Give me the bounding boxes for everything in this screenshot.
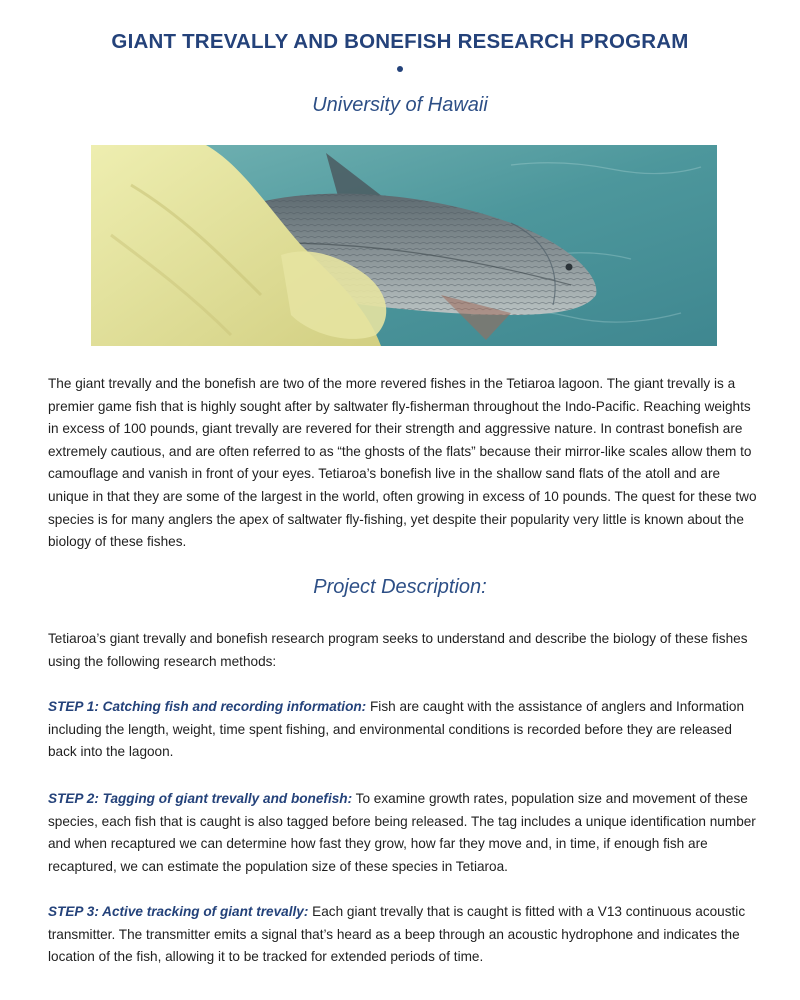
bonefish-photo-illustration [91,145,717,346]
step-1-text: Fish are caught with the assistance of anglers and Information including the length, weight, time spent fishing, and environmental conditions is recorded before they are released back into the lagoon. [48,699,745,760]
project-description-heading: Project Description: [313,576,487,598]
step-3-paragraph [48,901,760,969]
project-intro-paragraph: Tetiaroa’s giant trevally and bonefish research program seeks to understand and describe the biology of these fishes using the following research methods: [48,631,748,669]
title-separator-dot [397,66,403,72]
intro-paragraph: The giant trevally and the bonefish are two of the more revered fishes in the Tetiaroa lagoon. The giant trevally is a premier game fish that is highly sought after by saltwater fly-fisherman throughout the Indo-Pacific. Reaching weights in excess of 100 pounds, giant trevally are revered for their strength and aggressive nature. In contrast bonefish are extremely cautious, and are often referred to as “the ghosts of the flats” because their mirror-like scales allow them to camouflage and vanish in front of your eyes. Tetiaroa’s bonefish live in the shallow sand flats of the atoll and are unique in that they are some of the largest in the world, often growing in excess of 10 pounds. The quest for these two species is for many anglers the apex of saltwater fly-fishing, yet despite their popularity very little is known about the biology of these fishes. [48,376,757,550]
step-2-paragraph [48,788,760,878]
step-2-label: STEP 2: Tagging of giant trevally and bonefish: [48,791,353,806]
step-2-text: To examine growth rates, population size and movement of these species, each fish that is caught is also tagged before being released. The tag includes a unique identification number and when recaptured we can determine how fast they grow, how far they move and, in time, if enough fish are recaptured, we can estimate the population size of these species in Tetiaroa. [48,791,756,874]
fish-eye [566,264,573,271]
step-1-label: STEP 1: Catching fish and recording information: [48,699,367,714]
step-1-paragraph [48,696,760,764]
bonefish-release-photo [91,145,717,346]
step-3-text: Each giant trevally that is caught is fitted with a V13 continuous acoustic transmitter. The transmitter emits a signal that’s heard as a beep through an acoustic hydrophone and indicates the location of the fish, allowing it to be tracked for extended periods of time. [48,904,746,965]
page-title: GIANT TREVALLY AND BONEFISH RESEARCH PROGRAM [111,30,689,53]
step-3-label: STEP 3: Active tracking of giant trevally: [48,904,309,919]
page-subtitle: University of Hawaii [312,94,488,116]
